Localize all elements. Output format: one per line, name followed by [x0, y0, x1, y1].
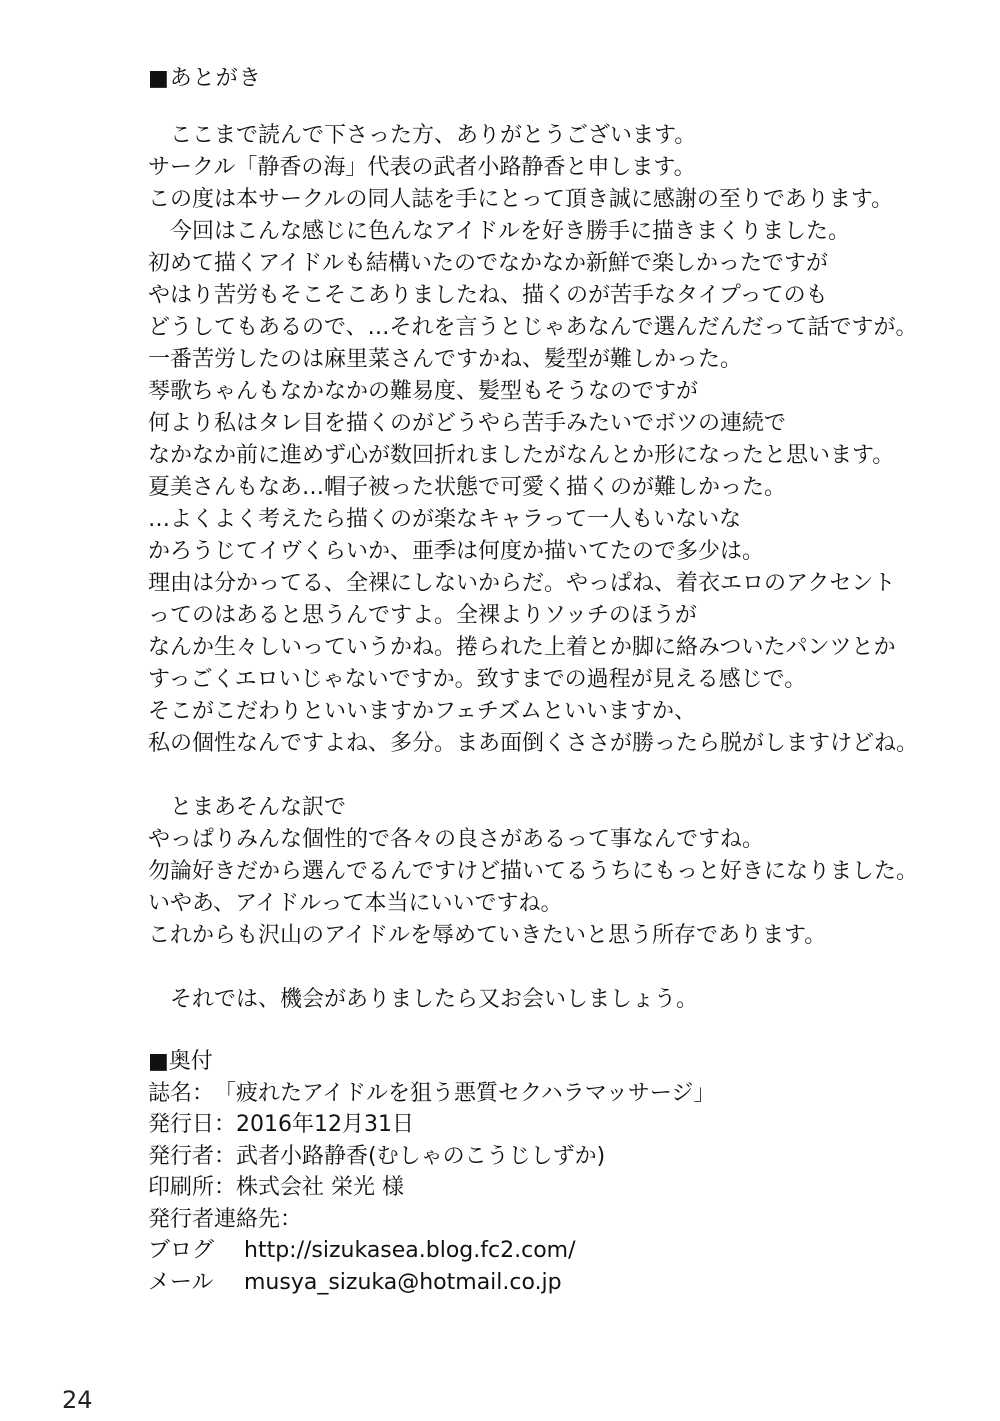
text-line: すっごくエロいじゃないですか。致すまでの過程が見える感じで。 — [148, 667, 807, 692]
afterword-paragraph-1 — [148, 120, 978, 760]
colophon-printer-row — [148, 1172, 978, 1204]
publisher-value: 武者小路静香(むしゃのこうじしずか) — [236, 1143, 606, 1169]
colophon-mail-row — [148, 1267, 978, 1299]
text-line: そこがこだわりといいますかフェチズムといいますか、 — [148, 699, 697, 724]
text-line: 初めて描くアイドルも結構いたのでなかなか新鮮で楽しかったですが — [148, 251, 829, 276]
colophon-publisher-row — [148, 1141, 978, 1173]
date-label: 発行日： — [148, 1112, 237, 1137]
title-value: 「疲れたアイドルを狙う悪質セクハラマッサージ」 — [214, 1080, 716, 1106]
title-label: 誌名： — [148, 1080, 215, 1106]
text-line: これからも沢山のアイドルを辱めていきたいと思う所存であります。 — [148, 923, 827, 948]
mail-label: メール — [148, 1269, 214, 1295]
colophon — [148, 1046, 978, 1298]
text-line: どうしてもあるので、…それを言うとじゃあなんで選んだんだって話ですが。 — [148, 315, 918, 340]
colophon-date-row — [148, 1109, 978, 1141]
text-line: なんか生々しいっていうかね。捲られた上着とか脚に絡みついたパンツとか — [148, 635, 896, 660]
text-line: なかなか前に進めず心が数回折れましたがなんとか形になったと思います。 — [148, 443, 895, 468]
text-line: とまあそんな訳で — [148, 795, 347, 820]
text-line: …よくよく考えたら描くのが楽なキャラって一人もいないな — [148, 507, 742, 532]
colophon-heading: ■奥付 — [148, 1049, 213, 1074]
text-line: ここまで読んで下さった方、ありがとうございます。 — [148, 123, 697, 148]
text-line: 私の個性なんですよね、多分。まあ面倒くささが勝ったら脱がしますけどね。 — [148, 731, 919, 756]
text-line: 勿論好きだから選んでるんですけど描いてるうちにもっと好きになりました。 — [148, 859, 919, 884]
mail-address: musya_sizuka@hotmail.co.jp — [244, 1269, 562, 1295]
blog-url: http://sizukasea.blog.fc2.com/ — [244, 1238, 576, 1263]
text-line: いやあ、アイドルって本当にいいですね。 — [148, 891, 563, 916]
text-line: 何より私はタレ目を描くのがどうやら苦手みたいでボツの連続で — [148, 411, 787, 436]
text-line: かろうじてイヴくらいか、亜季は何度か描いてたので多少は。 — [148, 539, 765, 564]
text-line: 今回はこんな感じに色んなアイドルを好き勝手に描きまくりました。 — [148, 219, 851, 244]
colophon-title-row — [148, 1078, 978, 1110]
text-line: 琴歌ちゃんもなかなかの難易度、髪型もそうなのですが — [148, 379, 699, 404]
printer-value: 株式会社 栄光 様 — [236, 1175, 405, 1200]
text-line: ってのはあると思うんですよ。全裸よりソッチのほうが — [148, 603, 697, 628]
text-line: 夏美さんもなあ…帽子被った状態で可愛く描くのが難しかった。 — [148, 475, 787, 500]
date-value: 2016年12月31日 — [236, 1112, 414, 1137]
text-line: 一番苦労したのは麻里菜さんですかね、髪型が難しかった。 — [148, 347, 743, 372]
afterword-closing — [148, 984, 978, 1016]
printer-label: 印刷所： — [148, 1175, 237, 1200]
blog-label: ブログ — [148, 1238, 215, 1263]
afterword-paragraph-2 — [148, 792, 978, 952]
afterword-heading: ■あとがき — [148, 66, 262, 91]
text-line: この度は本サークルの同人誌を手にとって頂き誠に感謝の至りであります。 — [148, 187, 894, 212]
text-line: サークル「静香の海」代表の武者小路静香と申します。 — [148, 155, 696, 180]
publisher-label: 発行者： — [148, 1143, 237, 1169]
text-line: やはり苦労もそこそこありましたね、描くのが苦手なタイプってのも — [148, 283, 828, 308]
colophon-blog-row — [148, 1235, 978, 1267]
text-line: やっぱりみんな個性的で各々の良さがあるって事なんですね。 — [148, 827, 765, 852]
contact-label: 発行者連絡先： — [148, 1206, 303, 1232]
text-line: 理由は分かってる、全裸にしないからだ。やっぱね、着衣エロのアクセント — [148, 571, 896, 596]
page-number: 24 — [62, 1386, 93, 1414]
text-line: それでは、機会がありましたら又お会いしましょう。 — [148, 987, 699, 1012]
